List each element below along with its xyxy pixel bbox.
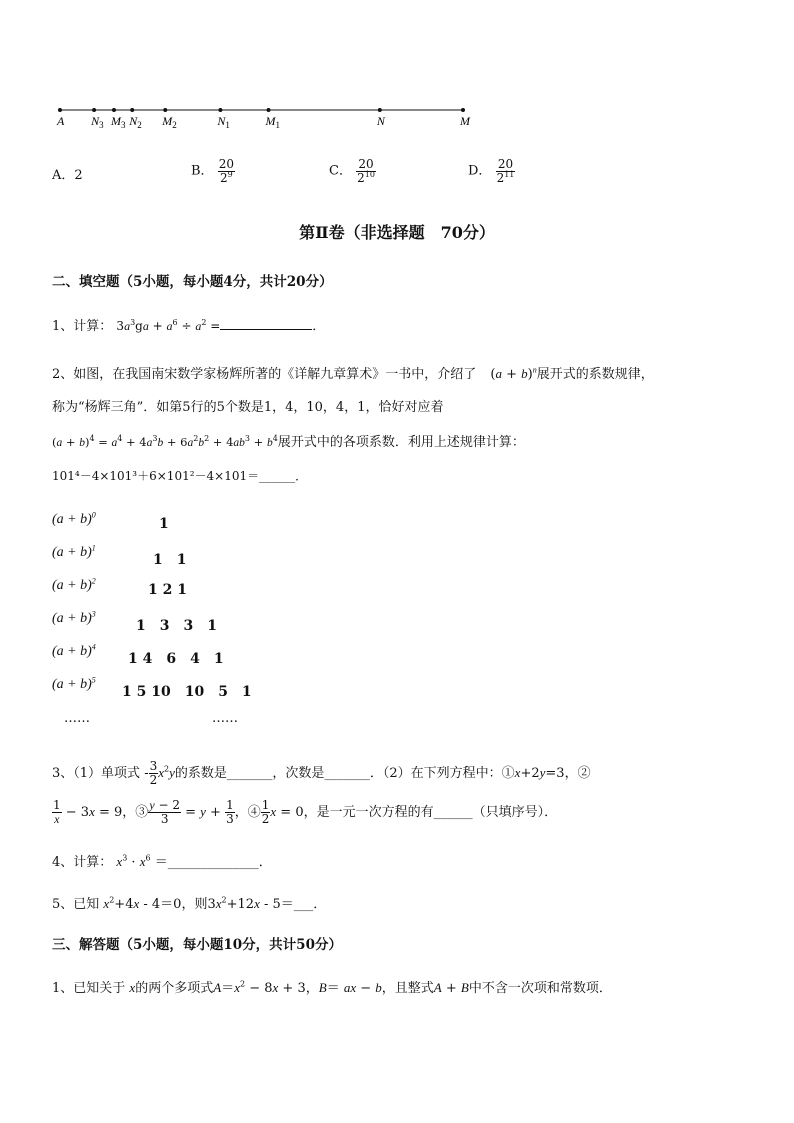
option-a-letter: A． <box>52 168 75 183</box>
triangle-coeffs-4: 1 4 6 4 1 <box>128 651 224 667</box>
question-3-line-1: 3、（1）单项式 - $\frac{3}{2}$ $x^2y$的系数是_______，次数是_______．（2）在下列方程中：①x+2y=3，② <box>52 759 591 787</box>
q6-sum: A + B <box>433 980 469 996</box>
number-line-figure <box>50 100 480 134</box>
q5-target: $3x^2+12x - 5$ <box>207 895 281 912</box>
number-line-label: $N_3$ <box>91 114 104 130</box>
triangle-dots-left: …… <box>64 711 90 726</box>
number-line-label: $N_2$ <box>129 114 142 130</box>
question-2-line-4: 101⁴－4×101³＋6×101²－4×101＝______． <box>52 469 308 483</box>
q1-suffix: ． <box>312 319 326 334</box>
option-c-fraction <box>356 158 376 185</box>
option-d-letter: D． <box>468 163 492 179</box>
triangle-row-4: $(a + b)^4$ <box>52 642 96 659</box>
part2-title: 第Ⅱ卷（非选择题 70分） <box>299 223 495 242</box>
number-line-point <box>130 108 134 112</box>
number-line-point <box>92 108 96 112</box>
number-line-point <box>218 108 222 112</box>
triangle-row-3: $(a + b)^3$ <box>52 609 96 626</box>
q3-eq-3: $\frac{y - 2}{3}$ = y + $\frac{1}{3}$ <box>149 798 234 826</box>
q3-eq-2: $\frac{1}{x}$ − 3x = 9 <box>53 798 123 826</box>
q6-poly-a: $A=x^2 - 8x + 3$ <box>213 979 306 996</box>
triangle-row-2: $(a + b)^2$ <box>52 576 96 593</box>
section3-title: 三、解答题（5小题，每小题10分，共计50分） <box>52 937 342 953</box>
number-line-point <box>163 108 167 112</box>
question-4: 4、计算： $x^3 \cdot x^6$ ＝______________． <box>52 853 272 870</box>
triangle-row-0: $(a + b)^0$ <box>52 510 96 527</box>
q2-expansion: $(a + b)^4 = a^4 + 4a^3b + 6a^2b^2 + 4ab^3 + b^4$ <box>52 434 278 449</box>
triangle-row-5: $(a + b)^5$ <box>52 675 96 692</box>
q5-condition: $x^2+4x - 4=0$ <box>103 895 182 912</box>
number-line-point <box>267 108 271 112</box>
option-b-numerator: 20 <box>218 157 234 171</box>
triangle-coeffs-2: 1 2 1 <box>148 582 187 598</box>
question-3-line-2: $\frac{1}{x}$ − 3x = 9，③ $\frac{y - 2}{3}$ = y + $\frac{1}{3}$ ，④ $\frac{1}{2}$ x = 0，是一元一次方程的有______（只填序号）． <box>53 798 558 826</box>
number-line-point <box>378 108 382 112</box>
triangle-coeffs-1: 1 1 <box>153 552 187 568</box>
option-b-letter: B． <box>191 163 214 179</box>
number-line-label: $M_3$ <box>111 114 126 130</box>
question-5: 5、已知 $x^2+4x - 4=0$，则$3x^2+12x$ - 5＝___． <box>52 895 327 912</box>
number-line-label: A <box>57 114 65 128</box>
option-d <box>468 158 515 185</box>
option-c <box>329 158 376 185</box>
question-2-line-1: 2、如图，在我国南宋数学家杨辉所著的《详解九章算术》一书中，介绍了 $(a + b)^n$展开式的系数规律， <box>52 365 654 382</box>
option-c-numerator: 20 <box>356 158 376 172</box>
number-line-point <box>58 108 62 112</box>
section2-title: 二、填空题（5小题，每小题4分，共计20分） <box>52 274 333 290</box>
option-c-denominator: $2^{10}$ <box>357 170 375 185</box>
number-line-label: N <box>376 114 385 128</box>
triangle-dots-right: …… <box>212 711 238 726</box>
number-line-label: $M_2$ <box>162 114 177 130</box>
q3-monomial: - $\frac{3}{2}$ $x^2y$ <box>144 759 175 787</box>
q6-poly-b: B＝ ax − b <box>318 980 382 996</box>
q1-prefix: 1、计算： <box>52 319 113 334</box>
q3-eq-1: x+2y=3 <box>514 765 565 781</box>
option-d-denominator: $2^{11}$ <box>496 170 515 185</box>
option-d-numerator: 20 <box>496 158 516 172</box>
q4-expression: $x^3 \cdot x^6$ <box>116 853 151 870</box>
number-line-point <box>112 108 116 112</box>
question-1 <box>52 315 325 336</box>
option-b <box>191 158 235 185</box>
option-b-fraction <box>218 158 235 185</box>
solution-question-1: 1、已知关于 x的两个多项式$A=x^2 - 8x + 3$，B＝ ax − b，且整式A + B中不含一次项和常数项． <box>52 979 612 996</box>
option-d-fraction <box>496 158 516 185</box>
triangle-coeffs-3: 1 3 3 1 <box>136 618 217 634</box>
yang-hui-triangle <box>52 512 352 732</box>
number-line-label: $N_1$ <box>217 114 230 130</box>
option-a <box>52 167 83 185</box>
option-a-value: 2 <box>74 168 83 183</box>
option-b-denominator: $2^9$ <box>219 170 233 185</box>
q3-eq-4: $\frac{1}{2}$ x = 0 <box>261 798 304 826</box>
q2-binomial-n: $(a + b)^n$ <box>490 365 537 382</box>
q6-variable: x <box>129 980 136 995</box>
triangle-coeffs-5: 1 5 10 10 5 1 <box>122 684 252 700</box>
number-line-label: $M_1$ <box>265 114 281 130</box>
option-c-letter: C． <box>329 163 352 179</box>
question-2-line-3: $(a + b)^4 = a^4 + 4a^3b + 6a^2b^2 + 4ab^3 + b^4$展开式中的各项系数．利用上述规律计算： <box>52 434 525 450</box>
number-line-label: M <box>460 114 470 128</box>
triangle-coeffs-0: 1 <box>159 516 169 532</box>
triangle-row-1: $(a + b)^1$ <box>52 543 96 560</box>
q1-answer-blank[interactable] <box>220 315 312 330</box>
q1-expression: $3a^3ga + a^6 \div a^2$ = <box>116 318 221 333</box>
question-2-line-2: 称为“杨辉三角”．如第5行的5个数是1，4，10，4，1，恰好对应着 <box>52 400 444 415</box>
number-line-point <box>461 108 465 112</box>
